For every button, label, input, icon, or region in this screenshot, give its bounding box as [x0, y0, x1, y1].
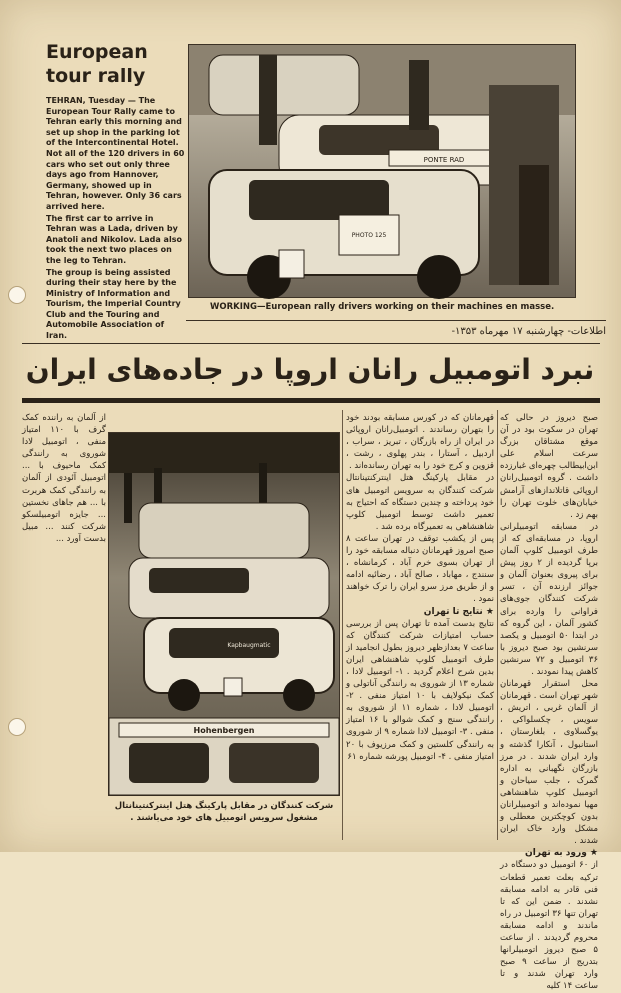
persian-paragraph: نتایج بدست آمده تا تهران پس از بررسی حساب امتیازات شرکت کنندگان که ساعت ۷ بعدازظهر دیروز بطول انجامید از طرف اتومبیل کلوپ شاهنشاهی ایران بدین شرح اعلام گردید . ۱- اتومبیل لادا ، شماره ۱۳ از شوروی به رانندگی آناتولی و کمک نیکولایف با ۱۰ امتیاز منفی . ۲- اتومبیل لادا ، شماره ۱۱ از شوروی به رانندگی سنج و کمک شوالو با ۱۶ امتیاز منفی . ۳- اتومبیل لادا شماره ۹ از شوروی به رانندگی کلستین و کمک مرزیوف با ۲۰ امتیاز منفی . ۴- اتومبیل پورشه شماره ۶۱	[346, 618, 494, 762]
english-paragraph: The first car to arrive in Tehran was a Lada, driven by Anatoli and Nikolov. Lada also took the next two places on the leg to Tehran.	[46, 213, 182, 265]
persian-dateline: اطلاعات- چهارشنبه ۱۷ مهرماه ۱۳۵۳-	[451, 326, 606, 337]
car-sticker-text: Kapbaugmatic	[227, 642, 271, 649]
rally-photo-bottom	[108, 432, 340, 796]
rally-cars-illustration	[189, 45, 575, 297]
divider	[22, 343, 600, 344]
persian-paragraph: در مقابل پارکینگ هتل اینترکنتینانتال شرکت کنندگان به سرویس اتومبیل های خود پرداخته و چندین دستگاه که احتیاج به تعمیر داشت توسط اتومبیل کلوپ شاهنشاهی به تعمیرگاه برده شد .	[346, 473, 494, 532]
persian-subheading: ★ ورود به تهران	[525, 848, 598, 859]
persian-paragraph: پس از یکشب توقف در تهران ساعت ۸ صبح امروز قهرمانان دنباله مسابقه خود را از تهران بسوی خرم آباد ، کرمانشاه ، سنندج ، مهاباد ، صالح آباد ، رضائیه ادامه و از طریق مرز سرو ایران را ترک خواهند نمود .	[346, 533, 494, 605]
persian-paragraph: قهرمانان که در کورس مسابقه بودند خود را بتهران رساندند . اتومبیل‌رانان اروپائی در ایران از راه بازرگان ، تبریز ، سراب ، اردبیل ، آستارا ، بندر پهلوی ، رشت ، قزوین و کرج خود را به تهران رسانده‌اند .	[346, 413, 494, 472]
persian-column-2	[346, 412, 494, 842]
car-door-text: PHOTO 125	[351, 232, 387, 239]
car-plate-text: PONTE RAD	[423, 156, 465, 164]
persian-paragraph: از ۶۰ اتومبیل دو دستگاه در ترکیه بعلت تعمیر قطعات فنی قادر به ادامه مسابقه نشدند . ضمن این که تا تهران تنها ۳۶ اتومبیل در راه ماندند و ادامه مسابقه محروم گردیدند . از ساعت ۵ صبح دیروز اتومبیلرانها بتدریج از ساعت ۹ صبح وارد تهران شدند و تا ساعت ۱۴ کلیه	[500, 860, 599, 992]
persian-paragraph: صبح دیروز در حالی که تهران در سکوت بود در آن موقع مشتاقان بزرگ سرعت اسلام علی ابن‌ابیطالب چهره‌ای غبارزده داشت . گروه اتومبیل‌رانان اروپائی قاتلانداز‌های آرامش خیابان‌های خلوت تهران را بهم زد .	[500, 413, 598, 520]
persian-headline: نبرد اتومبیل رانان اروپا در جاده‌های ایران	[25, 353, 595, 386]
column-rule	[342, 410, 343, 840]
persian-subheading: ★ نتایج تا تهران	[423, 606, 494, 617]
headline-rule	[22, 398, 600, 403]
english-headline: European tour rally	[46, 41, 148, 87]
persian-column-1	[500, 412, 599, 992]
english-paragraph: The group is being assisted during their stay here by the Ministry of Information and Tourism, the Imperial Country Club and the Touring and Automobile Association of Iran.	[46, 267, 181, 341]
rally-photo-top	[188, 44, 576, 298]
persian-photo-caption: شرکت کنندگان در مقابل پارکینگ هتل اینترکنتینانتال مشغول سرویس اتومبیل های خود می‌باشند .	[114, 801, 334, 823]
parking-lot-illustration	[109, 433, 339, 795]
punch-hole	[8, 718, 26, 736]
english-photo-caption: WORKING—European rally drivers working on their machines en masse.	[210, 302, 555, 312]
column-rule	[497, 410, 498, 840]
persian-paragraph: در مسابقه اتومبیلرانی اروپا، در مسابقه‌ای که از طرف اتومبیل کلوپ آلمان برپا گردیده از ۲ روز پیش برای پیروی بعنوان آلمان و جوائز ارزنده آن ، تسر شرکت کنندگان جوی‌های فراوانی را وارده برای کشور آلمان ، این گروه که در ابتدا ۵۰ اتومبیل و یکصد سرنشین بود صبح دیروز با ۳۶ اتومبیل و ۷۲ سرنشین کاهش پیدا نمودند .	[500, 521, 599, 677]
car-banner-text: Hohenbergen	[193, 726, 255, 735]
punch-hole	[8, 286, 26, 304]
divider	[186, 320, 606, 321]
persian-paragraph: از آلمان به راننده کمک گرف با ۱۱۰ امتیاز منفی ، اتومبیل لادا شوروی به رانندگی کمک ماحیوف با ... اتومبیل آئودی از آلمان به رانندگی کمک هربرت با ... هم جاهای نخستین ... جایزه اتومبیلسکو شرکت کنند ... مبیل بدست آورد ...	[22, 413, 106, 544]
persian-paragraph: محل استقرار قهرمانان شهر تهران است . قهرمانان از آلمان غربی ، اتریش ، سویس ، چکسلواکی ، یوگسلاوی ، بلغارستان ، استانبول ، آنکارا گذشته و وارد ایران شدند . در مرز بازرگان نگهبانی به اداره گمرک ، جلب سیاحان و اتومبیل کلوپ شاهنشاهی مهیا نموده‌اند و اتومبیلرانان بدون کوچکترین معطلی و مشکل وارد خاک ایران شدند .	[500, 679, 598, 847]
english-paragraph: TEHRAN, Tuesday — The European Tour Rally came to Tehran early this morning and set up shop in the parking lot of the Intercontinental Hotel. Not all of the 120 drivers in 60 cars who set out only three days ago from Hannover, Germany, showed up in Tehran, however. Only 36 cars arrived here.	[46, 96, 185, 211]
persian-column-3	[22, 412, 106, 572]
english-article-body	[46, 96, 186, 343]
